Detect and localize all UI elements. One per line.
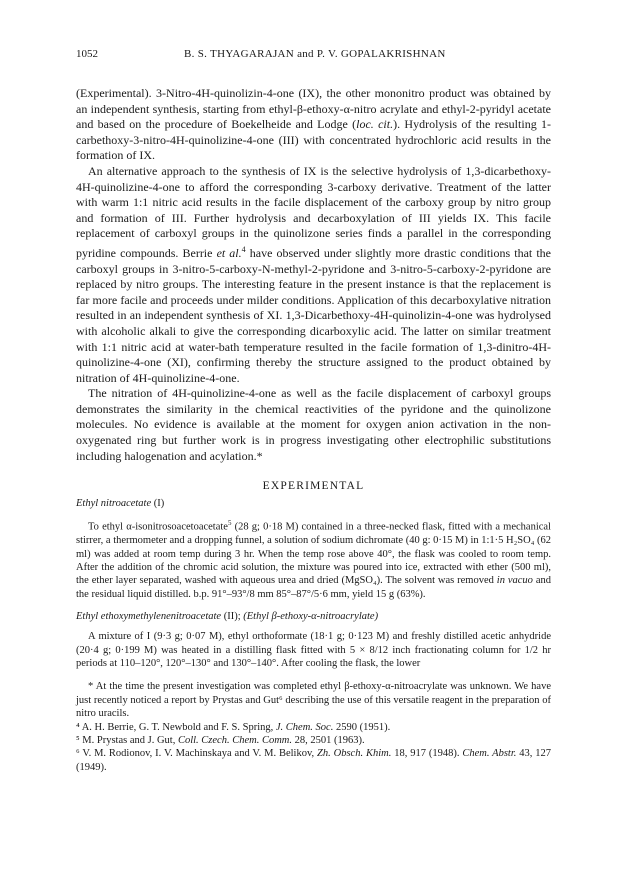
subsection-ethyl-nitroacetate: Ethyl nitroacetate (I): [76, 498, 165, 510]
article-body: [76, 86, 551, 464]
reference-4-mark: 4: [241, 244, 246, 254]
experimental-heading: EXPERIMENTAL: [262, 480, 365, 493]
procedure-2: A mixture of I (9·3 g; 0·07 M), ethyl orthoformate (18·1 g; 0·123 M) and freshly distilled acetic anhydride (20·4 g; 0·199 M) was heated in a distilling flask fitted with 5 × 8/12 inch fractionating column for 1/2 hr periods at 110–120°, 120°–130° and 130°–140°. After cooling the flask, the lower: [76, 631, 551, 669]
footnote-star: * At the time the present investigation was completed ethyl β-ethoxy-α-nitroacrylate was unknown. We have just recently noticed a report by Prystas and Gut⁶ describing the use of this versatile reagent in the preparation of nitro uracils.: [76, 681, 551, 720]
paragraph-2: An alternative approach to the synthesis of IX is the selective hydrolysis of 1,3-dicarbethoxy-4H-quinolizine-4-one to afford the corresponding 3-carboxy derivative. Treatment of the latter with warm 1:1 nitric acid results in the facile displacement of the carboxy group by nitro group and formation of III. Further hydrolysis and decarboxylation of III yields IX. This facile replacement of carboxyl groups in the quinolizone series finds a parallel in the corresponding pyridine compounds. Berrie et al.$^4$ have observed under slightly more drastic conditions that the carboxyl groups in 3-nitro-5-carboxy-N-methyl-2-pyridone and 3-nitro-5-carboxy-2-pyridone are replaced by nitro groups. The interesting feature in the present instance is that the replacement is far more facile and proceeds under milder conditions. Application of this decarboxylative nitration resulted in an independent synthesis of XI. 1,3-Dicarbethoxy-4H-quinolizin-4-one was hydrolysed with alcoholic alkali to give the corresponding dicarboxylic acid. The latter on similar treatment with 1:1 nitric acid at water-bath temperature resulted in the facile formation of 1,3-dinitro-4H-quinolizine-4-one (XI), confirming thereby the structure assigned to the product obtained by nitration of 4H-quinolizine-4-one.: [76, 163, 552, 385]
procedure-1: To ethyl α-isonitrosoacetoacetate$^5$ (28 g; 0·18 M) contained in a three-necked flask, fitted with a mechanical stirrer, a thermometer and a dropping funnel, a solution of sodium dichromate (40 g: 0·15 M) in 1:1·5 H₂SO₄ (62 ml) was added at room temp during 3 hr. When the temp rose above 40°, the flask was cooled to room temp. After the addition of the chromic acid solution, the mixture was poured into ice, extracted with ether (500 ml), the ether layer separated, washed with aqueous urea and dried (MgSO₄). The solvent was removed in vacuo and the residual liquid distilled. b.p. 91°–93°/8 mm 85°–87°/5·6 mm, yield 15 g (63%).: [76, 519, 551, 600]
page-number: 1052: [76, 48, 98, 60]
footnote-6: ⁶ V. M. Rodionov, I. V. Machinskaya and V. M. Belikov, Zh. Obsch. Khim. 18, 917 (1948). Chem. Abstr. 43, 127 (1949).: [76, 748, 551, 773]
running-header: [76, 48, 551, 64]
footnote-5: ⁵ M. Prystas and J. Gut, Coll. Czech. Chem. Comm. 28, 2501 (1963).: [76, 735, 365, 747]
loc-cit: loc. cit.: [356, 117, 394, 132]
paragraph-1: (Experimental). 3-Nitro-4H-quinolizin-4-one (IX), the other mononitro product was obtained by an independent synthesis, starting from ethyl-β-ethoxy-α-nitro acrylate and ethyl-2-pyridyl acetate and based on the procedure of Boekelheide and Lodge (loc. cit.). Hydrolysis of the resulting 1-carbethoxy-3-nitro-4H-quinolizine-4-one (III) with concentrated hydrochloric acid results in the formation of IX.: [76, 86, 552, 163]
footnotes: [76, 680, 551, 774]
et-al: et al.: [216, 245, 242, 260]
footnote-4: ⁴ A. H. Berrie, G. T. Newbold and F. S. Spring, J. Chem. Soc. 2590 (1951).: [76, 721, 391, 733]
reference-5-mark: 5: [227, 519, 232, 528]
paragraph-3: The nitration of 4H-quinolizine-4-one as well as the facile displacement of carboxyl groups demonstrates the similarity in the chemical reactivities of the pyridone and the quinolizone molecules. No evidence is available at the moment for oxygen anion activation in the non-oxygenated ring but further work is in progress investigating other electrophilic substitutions including halogenation and acylation.*: [76, 386, 551, 463]
journal-page: [76, 48, 551, 774]
running-header-authors: B. S. THYAGARAJAN and P. V. GOPALAKRISHNAN: [184, 48, 446, 60]
subsection-ethyl-ethoxymethylenenitroacetate: Ethyl ethoxymethylenenitroacetate (II); (Ethyl β-ethoxy-α-nitroacrylate): [76, 611, 379, 623]
